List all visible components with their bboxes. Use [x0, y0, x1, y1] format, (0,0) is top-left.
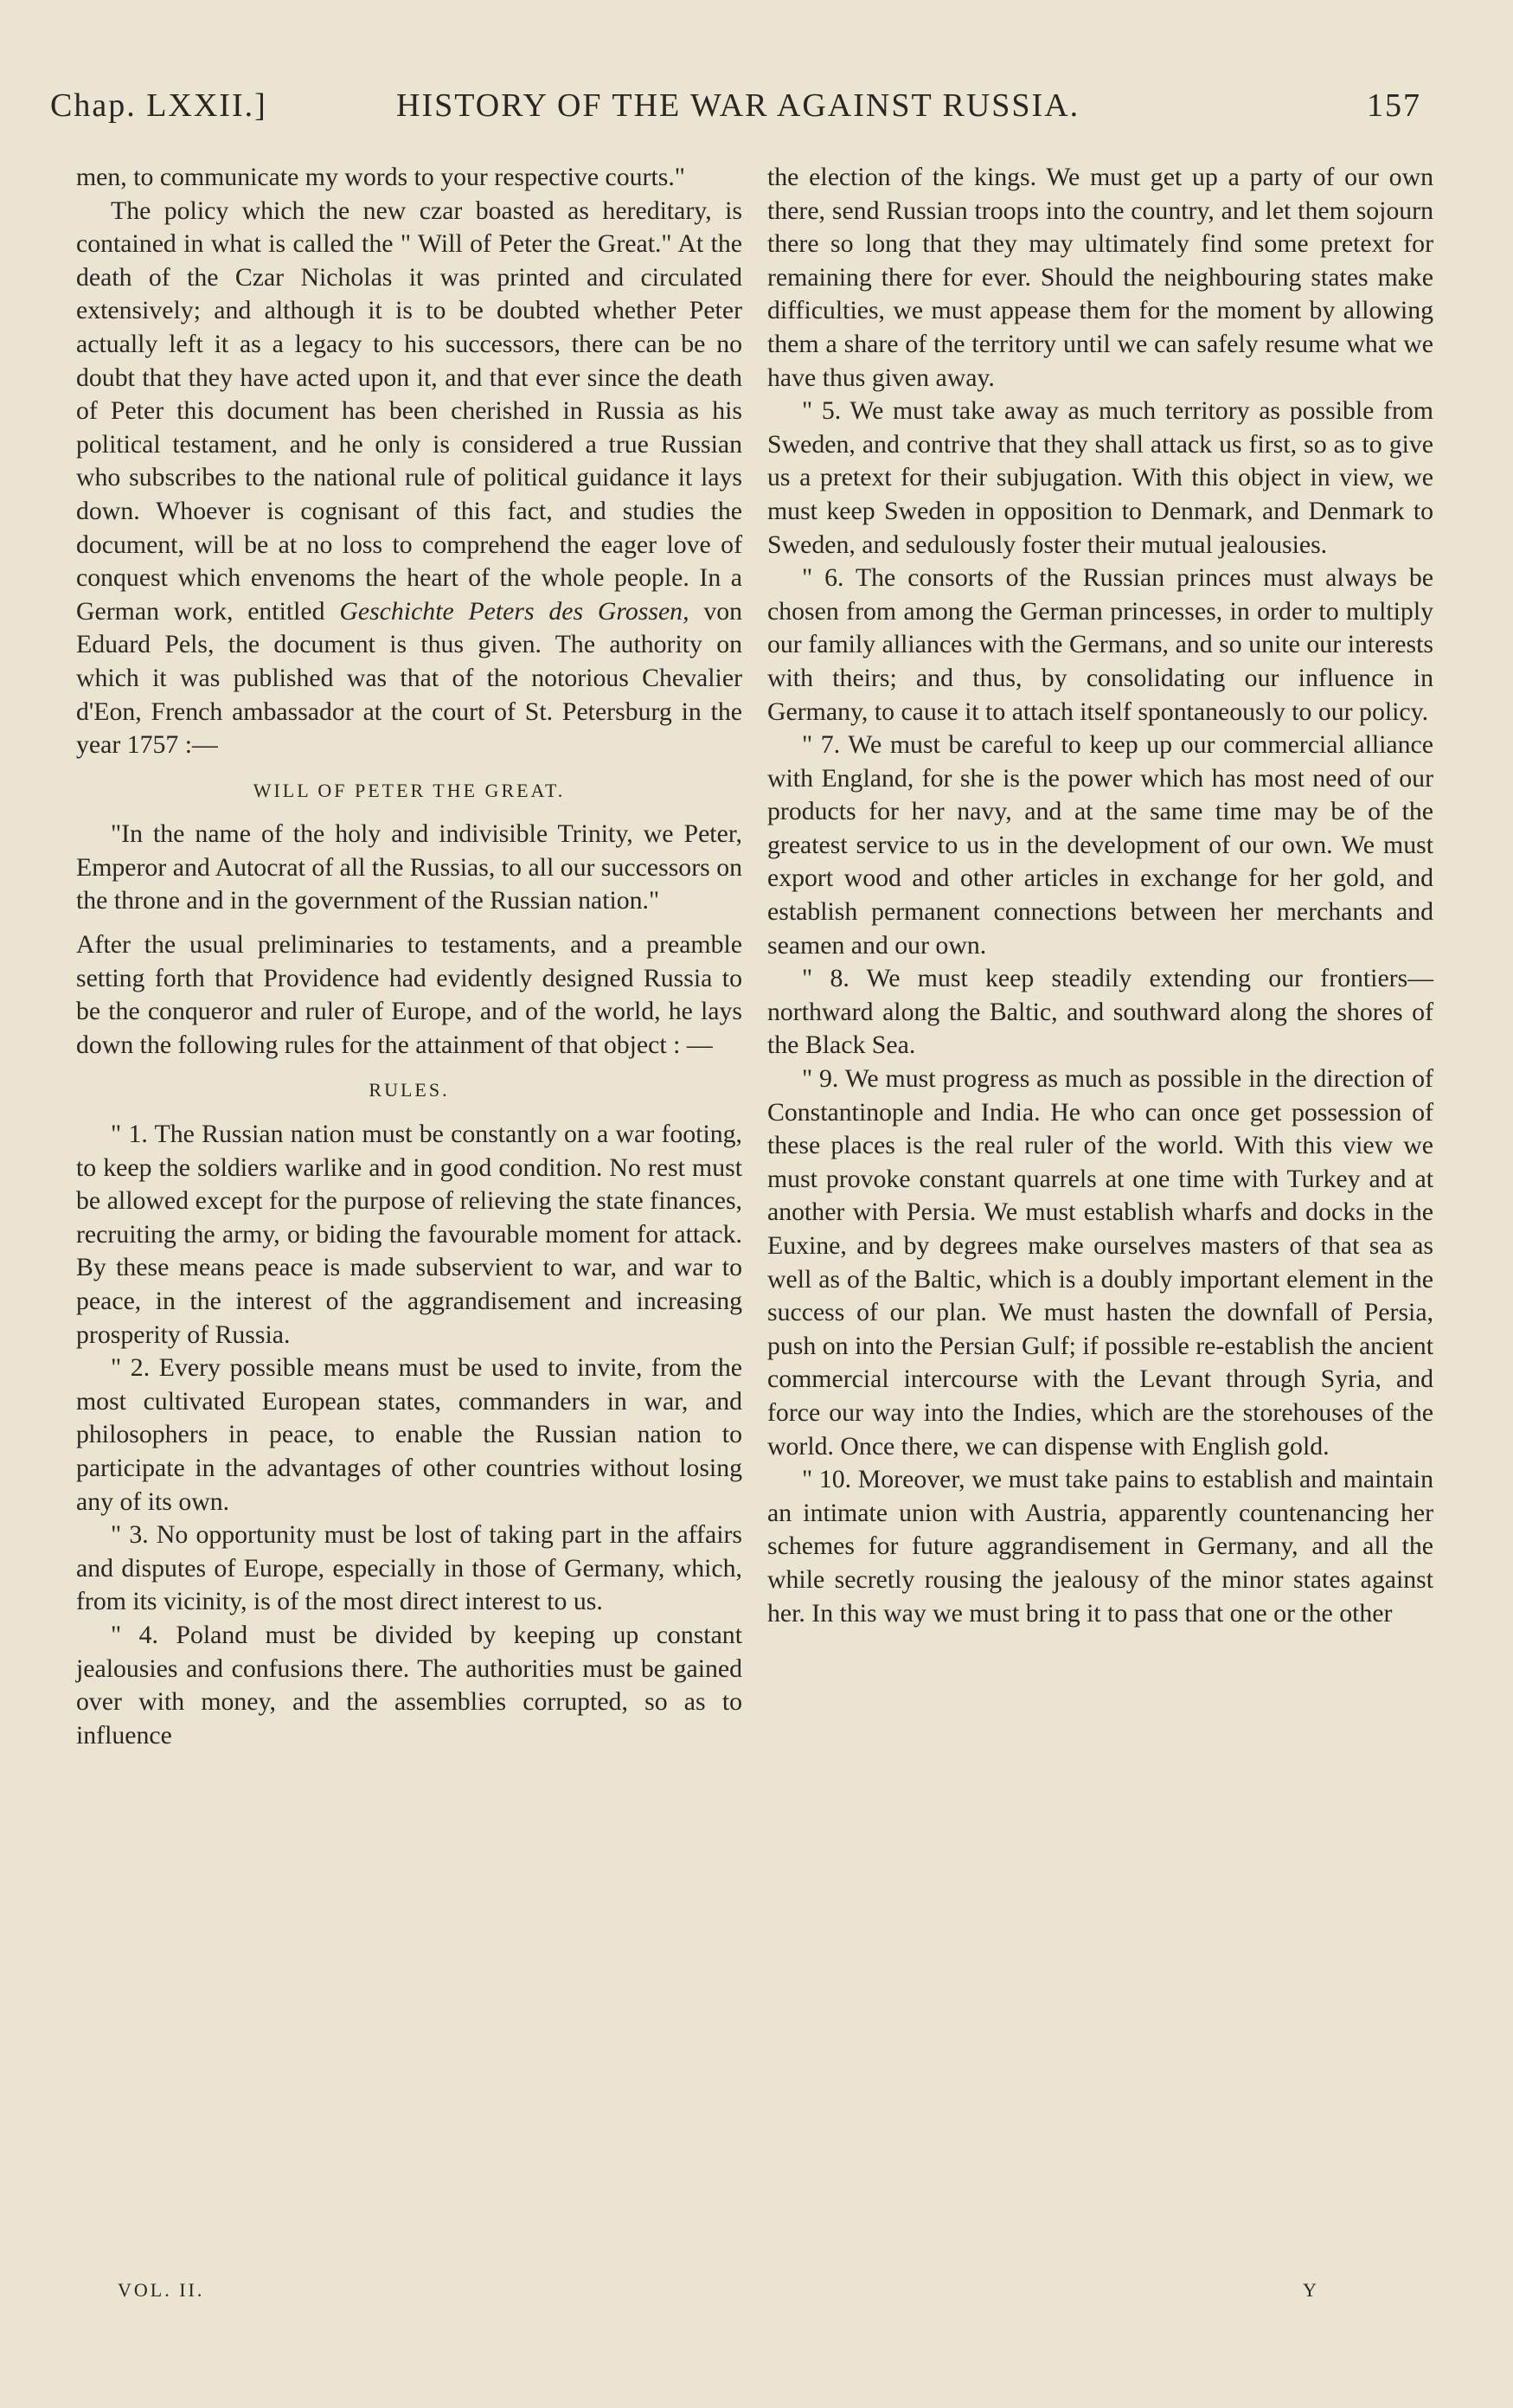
chapter-label: Chap. LXXII.] — [50, 87, 267, 124]
paragraph-text: The policy which the new czar boasted as hereditary, is contained in what is called the " Will of Peter the Great." At the death of the Czar Nicholas it was printed and circulated extensively; and although it is to be doubted whether Peter actually left it as a legacy to his successors, there can be no doubt that they have acted upon it, and that ever since the death of Peter this document has been cherished in Russia as his political testament, and he only is considered a true Russian who subscribes to the national rule of political guidance it lays down. Whoever is cognisant of this fact, and studies the document, will be at no loss to comprehend the eager love of conquest which envenoms the heart of the whole people. In a German work, entitled — [76, 196, 742, 626]
paragraph: After the usual preliminaries to testaments, and a preamble setting forth that Providence had evidently designed Russia to be the conqueror and ruler of Europe, and of the world, he lays down the following rules for the attainment of that object : — — [76, 930, 742, 1059]
signature-mark: Y — [1303, 2279, 1317, 2301]
rule-paragraph: " 6. The consorts of the Russian princes must always be chosen from among the German princesses, in order to multiply our family alliances with the Germans, and so unite our interests with theirs; and thus, by consolidating our influence in Germany, to cause it to attach itself spontaneously to our policy. — [767, 563, 1433, 726]
rule-paragraph: " 5. We must take away as much territory as possible from Sweden, and contrive that they shall attack us first, so as to give us a pretext for their subjugation. With this object in view, we must keep Sweden in opposition to Denmark, and Denmark to Sweden, and sedulously foster their mutual jealousies. — [767, 396, 1433, 559]
right-column — [767, 161, 1433, 1630]
rule-paragraph: " 7. We must be careful to keep up our commercial alliance with England, for she is the power which has most need of our products for her navy, and at the same time may be of the greatest service to us in the development of our own. We must export wood and other articles in exchange for her gold, and establish permanent connections between her merchants and seamen and our own. — [767, 730, 1433, 960]
running-header — [50, 87, 1421, 138]
page-number: 157 — [1367, 87, 1421, 124]
paragraph: the election of the kings. We must get up a party of our own there, send Russian troops into the country, and let them sojourn there so long that they may ultimately find some pretext for remaining there for ever. Should the neighbouring states make difficulties, we must appease them for the moment by allowing them a share of the territory until we can safely resume what we have thus given away. — [767, 163, 1433, 392]
running-title: HISTORY OF THE WAR AGAINST RUSSIA. — [396, 87, 1080, 124]
paragraph — [76, 195, 742, 762]
left-column — [76, 161, 742, 1752]
paragraph-text: von Eduard Pels, the document is thus given. The authority on which it was published was that of the notorious Chevalier d'Eon, French ambassador at the court of St. Petersburg in the year 1757 :— — [76, 596, 743, 760]
paragraph: men, to communicate my words to your respective courts." — [76, 163, 685, 191]
section-heading: WILL OF PETER THE GREAT. — [253, 779, 566, 801]
rule-paragraph: " 4. Poland must be divided by keeping up constant jealousies and confusions there. The authorities must be gained over with money, and the assemblies corrupted, so as to influence — [76, 1620, 742, 1750]
paragraph: "In the name of the holy and indivisible Trinity, we Peter, Emperor and Autocrat of all the Russias, to all our successors on the throne and in the government of the Russian nation." — [76, 819, 742, 915]
book-title: Geschichte Peters des Grossen, — [339, 596, 689, 626]
rule-paragraph: " 3. No opportunity must be lost of taking part in the affairs and disputes of Europe, especially in those of Germany, which, from its vicinity, is of the most direct interest to us. — [76, 1520, 742, 1616]
rule-paragraph: " 9. We must progress as much as possible in the direction of Constantinople and India. He who can once get possession of these places is the real ruler of the world. With this view we must provoke constant quarrels at one time with Turkey and at another with Persia. We must establish wharfs and docks in the Euxine, and by degrees make ourselves masters of that sea as well as of the Baltic, which is a doubly important element in the success of our plan. We must hasten the downfall of Persia, push on into the Persian Gulf; if possible re-establish the ancient commercial intercourse with the Levant through Syria, and force our way into the Indies, which are the storehouses of the world. Once there, we can dispense with English gold. — [767, 1064, 1433, 1461]
rule-paragraph: " 2. Every possible means must be used to invite, from the most cultivated European states, commanders in war, and philosophers in peace, to enable the Russian nation to participate in the advantages of other countries without losing any of its own. — [76, 1353, 742, 1516]
rule-paragraph: " 1. The Russian nation must be constantly on a war footing, to keep the soldiers warlike and in good condition. No rest must be allowed except for the purpose of relieving the state finances, recruiting the army, or biding the favourable moment for attack. By these means peace is made subservient to war, and war to peace, in the interest of the aggrandisement and increasing prosperity of Russia. — [76, 1120, 742, 1349]
rule-paragraph: " 8. We must keep steadily extending our frontiers—northward along the Baltic, and southward along the shores of the Black Sea. — [767, 964, 1433, 1060]
section-heading: RULES. — [369, 1079, 450, 1101]
rule-paragraph: " 10. Moreover, we must take pains to establish and maintain an intimate union with Austria, apparently countenancing her schemes for future aggrandisement in Germany, and all the while secretly rousing the jealousy of the minor states against her. In this way we must bring it to pass that one or the other — [767, 1465, 1433, 1628]
volume-marker: VOL. II. — [118, 2279, 205, 2301]
